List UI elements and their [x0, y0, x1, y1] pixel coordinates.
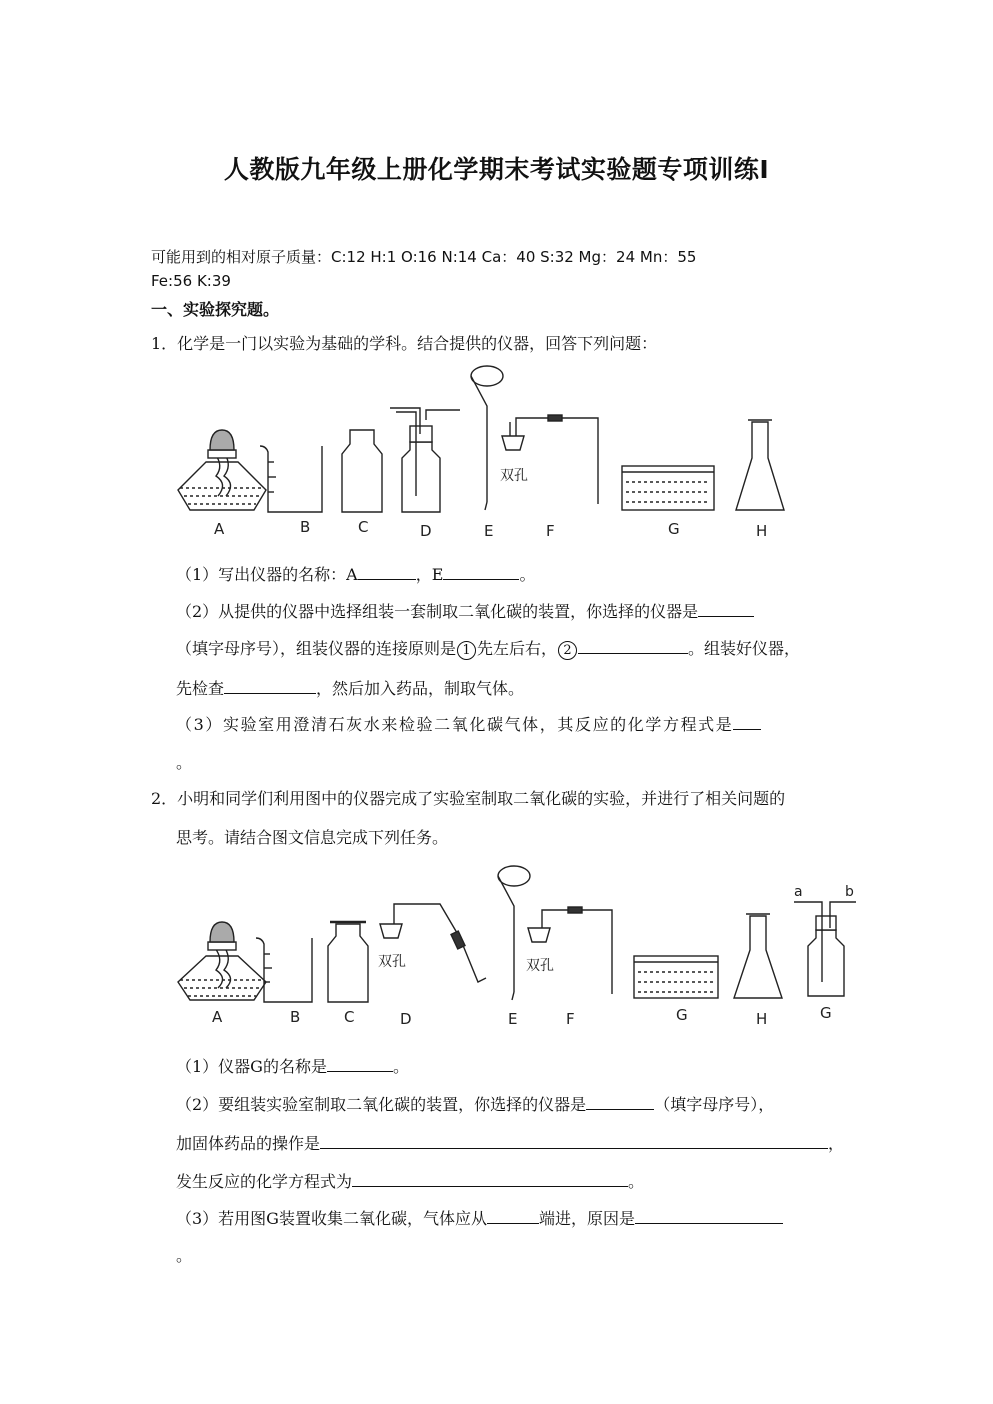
q2-blank-reason[interactable]	[635, 1207, 783, 1224]
q1-p1-text-a: （1）写出仪器的名称：A	[176, 565, 358, 584]
q2-wash-bottle-g	[794, 902, 856, 996]
page-title: 人教版九年级上册化学期末考试实验题专项训练Ⅰ	[223, 155, 770, 184]
q1-blank-a[interactable]	[358, 563, 416, 580]
q1-p1-text-c: 。	[519, 565, 536, 584]
q2-alcohol-lamp-a	[178, 922, 266, 1000]
q1-p2-text-b: （填字母序号），组装仪器的连接原则是	[176, 639, 457, 658]
q1-part-3	[176, 713, 761, 736]
q1-blank-equation[interactable]	[733, 713, 761, 730]
q1-part-2-line-3	[176, 677, 524, 700]
q2-p1-text-b: 。	[392, 1057, 409, 1076]
q2-p2-text-a: （2）要组装实验室制取二氧化碳的装置，你选择的仪器是	[176, 1095, 587, 1114]
wash-bottle-d	[390, 408, 460, 512]
q1-part-3-end: 。	[176, 753, 193, 772]
q1-blank-instruments[interactable]	[698, 600, 754, 617]
q2-blank-operation[interactable]	[320, 1132, 828, 1149]
q2-stopper-label-f: 双孔	[526, 958, 554, 974]
q1-blank-e[interactable]	[443, 563, 519, 580]
q1-p2-text-d: 。组装好仪器，	[688, 639, 801, 658]
q2-part-3-end: 。	[176, 1246, 193, 1265]
q1-p2-text-f: ，然后加入药品，制取气体。	[316, 679, 525, 698]
q1-stopper-label: 双孔	[500, 468, 528, 484]
q2-part-3	[176, 1207, 783, 1230]
q1-label-c: C	[358, 518, 369, 536]
q1-blank-principle[interactable]	[578, 637, 688, 654]
q2-stem-line-1: 2．小明和同学们利用图中的仪器完成了实验室制取二氧化碳的实验，并进行了相关问题的	[151, 789, 786, 808]
q2-blank-port[interactable]	[487, 1207, 539, 1224]
q2-part-2-line-2	[176, 1132, 844, 1155]
q2-label-c: C	[344, 1008, 355, 1026]
q1-p1-text-b: ，E	[415, 565, 444, 584]
q2-label-f: F	[566, 1010, 575, 1028]
q2-p1-text-a: （1）仪器G的名称是	[176, 1057, 327, 1076]
q2-long-stem-funnel-e	[498, 866, 530, 1000]
q2-port-b: b	[845, 884, 854, 900]
q1-p2-text-a: （2）从提供的仪器中选择组装一套制取二氧化碳的装置，你选择的仪器是	[176, 602, 699, 621]
q1-p3-text-a: （3）实验室用澄清石灰水来检验二氧化碳气体，其反应的化学方程式是	[176, 715, 734, 734]
q1-apparatus-figure	[170, 362, 820, 544]
q1-blank-check[interactable]	[224, 677, 316, 694]
q2-p2-text-f: 。	[628, 1172, 645, 1191]
q2-blank-equation[interactable]	[352, 1170, 628, 1187]
q2-blank-instruments[interactable]	[586, 1093, 654, 1110]
q1-label-e: E	[484, 522, 494, 540]
q1-part-2-line-1	[176, 600, 754, 623]
q1-part-1	[176, 563, 535, 586]
beaker-b	[260, 446, 322, 512]
q2-label-e: E	[508, 1010, 518, 1028]
q1-p2-text-e: 先检查	[176, 679, 225, 698]
q2-p2-text-b: （填字母序号），	[654, 1095, 775, 1114]
q2-p2-text-c: 加固体药品的操作是	[176, 1134, 321, 1153]
q2-stopper-tube-d	[380, 904, 486, 982]
q1-label-f: F	[546, 522, 555, 540]
q2-apparatus-figure	[170, 858, 870, 1030]
q2-water-trough-g	[634, 956, 718, 998]
q2-label-a: A	[212, 1008, 223, 1026]
q2-stem-line-2: 思考。请结合图文信息完成下列任务。	[176, 828, 449, 847]
water-trough-g	[622, 466, 714, 510]
q2-part-2-line-3	[176, 1170, 644, 1193]
q2-label-d: D	[400, 1010, 412, 1028]
q1-circle-1: 1	[457, 641, 476, 660]
long-stem-funnel-e	[471, 366, 503, 510]
atomic-masses-line-1: 可能用到的相对原子质量：C:12 H:1 O:16 N:14 Ca：40 S:32 Mg：24 Mn：55	[151, 248, 697, 266]
q2-label-b: B	[290, 1008, 301, 1026]
q2-beaker-b	[256, 938, 312, 1002]
q2-part-2-line-1	[176, 1093, 774, 1116]
q2-conical-flask-h	[734, 914, 782, 998]
q2-p3-text-a: （3）若用图G装置收集二氧化碳，气体应从	[176, 1209, 487, 1228]
q1-label-b: B	[300, 518, 311, 536]
q2-p2-text-e: 发生反应的化学方程式为	[176, 1172, 353, 1191]
q2-p2-text-d: ，	[828, 1134, 845, 1153]
q1-label-d: D	[420, 522, 432, 540]
conical-flask-h	[736, 420, 784, 510]
q2-port-a: a	[794, 884, 803, 900]
q2-p3-text-b: 端进，原因是	[538, 1209, 635, 1228]
alcohol-lamp-a	[178, 430, 266, 510]
q1-stem: 1．化学是一门以实验为基础的学科。结合提供的仪器，回答下列问题：	[151, 334, 658, 353]
q1-label-g: G	[668, 520, 680, 538]
q2-label-g: G	[676, 1006, 688, 1024]
q1-part-2-line-2	[176, 637, 800, 660]
q2-label-g2: G	[820, 1004, 832, 1022]
q2-blank-name-g[interactable]	[327, 1055, 393, 1072]
section-heading: 一、实验探究题。	[151, 300, 280, 319]
q1-label-a: A	[214, 520, 225, 538]
q1-label-h: H	[756, 522, 768, 540]
q2-stopper-label-d: 双孔	[378, 954, 406, 970]
q2-part-1	[176, 1055, 409, 1078]
stopper-tube-f	[502, 415, 598, 504]
q2-label-h: H	[756, 1010, 768, 1028]
atomic-masses-line-2: Fe:56 K:39	[151, 272, 231, 290]
q2-stopper-tube-f	[528, 907, 612, 994]
q2-gas-jar-c	[328, 922, 368, 1002]
q1-circle-2: 2	[558, 641, 577, 660]
gas-jar-c	[342, 430, 382, 512]
q1-p2-text-c: 先左后右，	[477, 639, 558, 658]
